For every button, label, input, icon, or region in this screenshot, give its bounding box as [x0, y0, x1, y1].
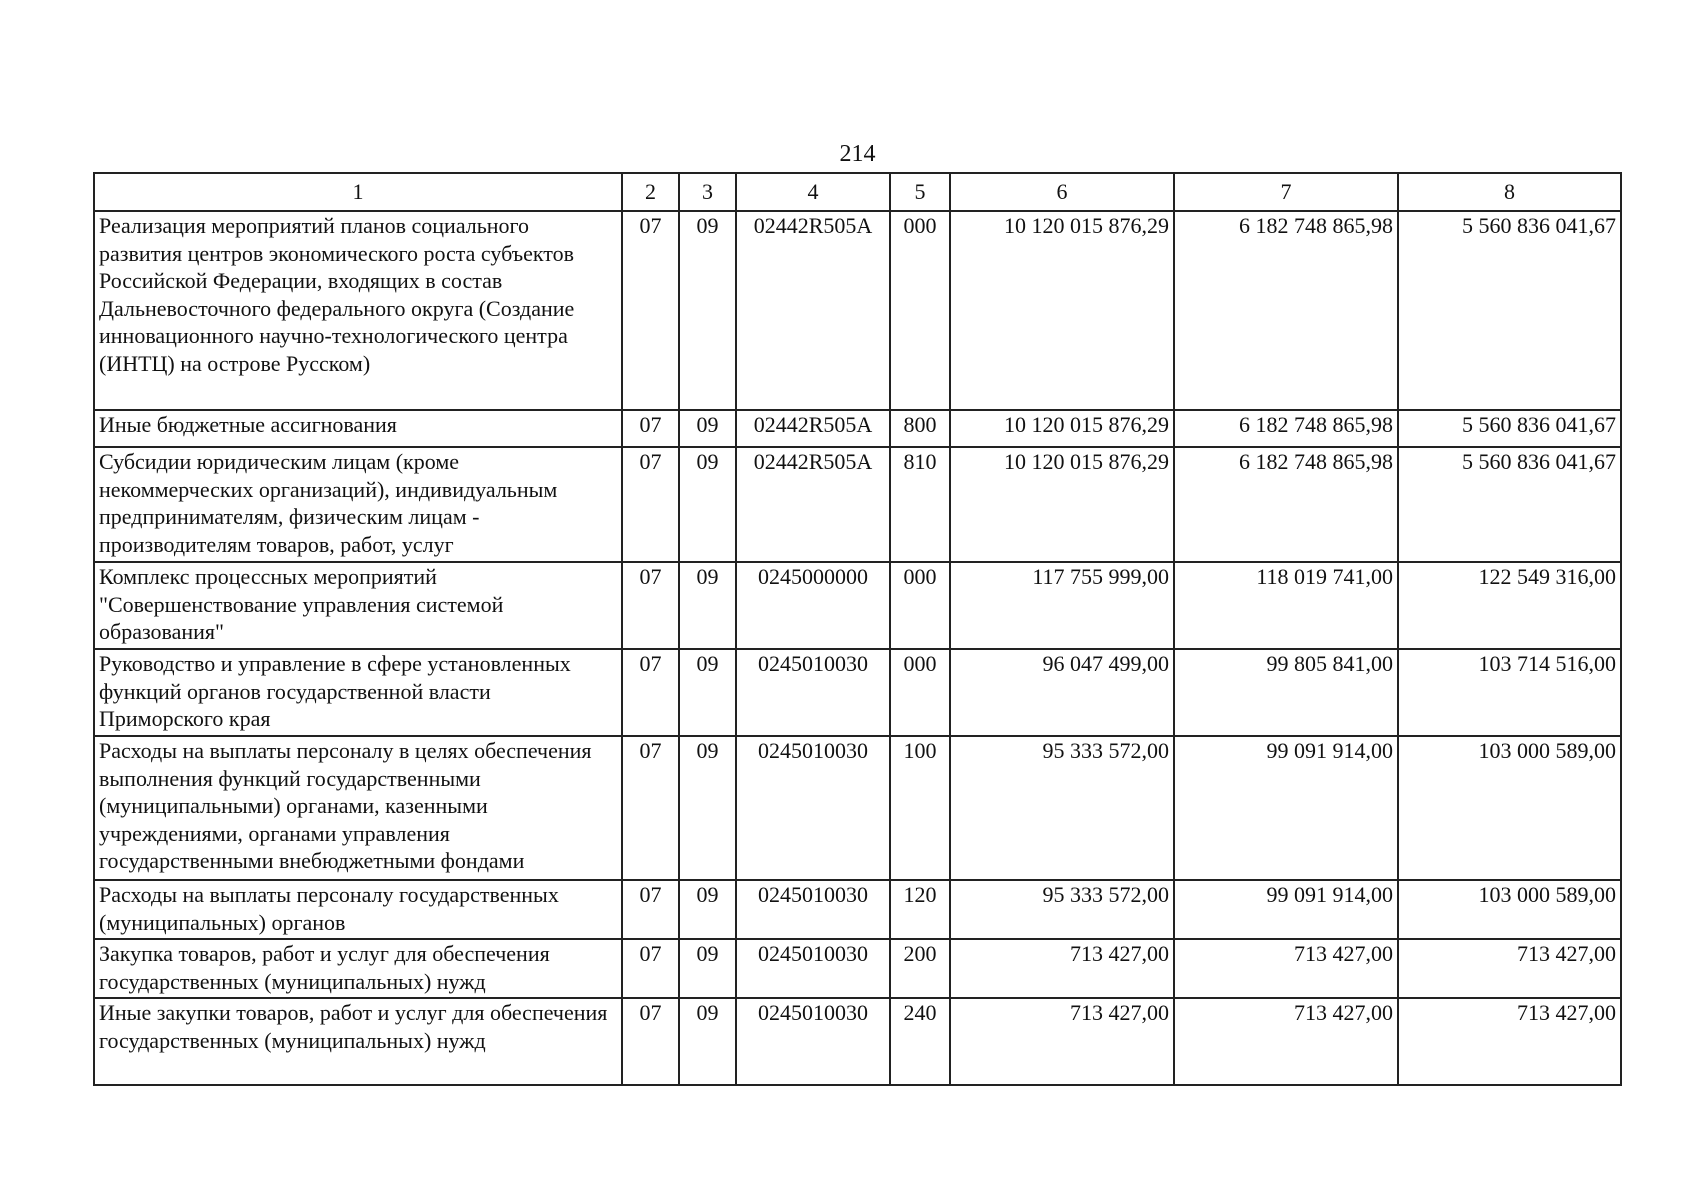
column-header: 3	[679, 173, 736, 211]
section-code: 07	[622, 939, 679, 998]
amount-col-6: 10 120 015 876,29	[950, 410, 1174, 447]
subsection-code: 09	[679, 562, 736, 649]
expense-type-code: 000	[890, 562, 950, 649]
table-row	[94, 998, 1621, 1085]
expense-type-code: 800	[890, 410, 950, 447]
header-row	[94, 173, 1621, 211]
column-header: 8	[1398, 173, 1621, 211]
target-code: 0245000000	[736, 562, 890, 649]
subsection-code: 09	[679, 211, 736, 410]
target-code: 02442R505A	[736, 211, 890, 410]
page-number: 214	[839, 141, 876, 167]
amount-col-6: 96 047 499,00	[950, 649, 1174, 736]
amount-col-7: 713 427,00	[1174, 939, 1398, 998]
column-header: 5	[890, 173, 950, 211]
table-row	[94, 880, 1621, 939]
subsection-code: 09	[679, 649, 736, 736]
table-row	[94, 447, 1621, 562]
expense-type-code: 240	[890, 998, 950, 1085]
target-code: 0245010030	[736, 998, 890, 1085]
table-row	[94, 736, 1621, 880]
table-row	[94, 649, 1621, 736]
expense-type-code: 100	[890, 736, 950, 880]
amount-col-6: 117 755 999,00	[950, 562, 1174, 649]
subsection-code: 09	[679, 880, 736, 939]
target-code: 0245010030	[736, 736, 890, 880]
table-header	[94, 173, 1621, 211]
amount-col-8: 713 427,00	[1398, 939, 1621, 998]
subsection-code: 09	[679, 410, 736, 447]
amount-col-6: 713 427,00	[950, 998, 1174, 1085]
target-code: 02442R505A	[736, 410, 890, 447]
row-name: Руководство и управление в сфере установленных функций органов государственной власти Приморского края	[94, 649, 622, 736]
expense-type-code: 000	[890, 211, 950, 410]
amount-col-8: 103 714 516,00	[1398, 649, 1621, 736]
row-name: Иные закупки товаров, работ и услуг для обеспечения государственных (муниципальных) нужд	[94, 998, 622, 1085]
column-header: 2	[622, 173, 679, 211]
amount-col-8: 122 549 316,00	[1398, 562, 1621, 649]
budget-table	[93, 172, 1622, 1086]
amount-col-6: 10 120 015 876,29	[950, 447, 1174, 562]
row-name: Расходы на выплаты персоналу государственных (муниципальных) органов	[94, 880, 622, 939]
amount-col-6: 713 427,00	[950, 939, 1174, 998]
amount-col-7: 99 805 841,00	[1174, 649, 1398, 736]
target-code: 02442R505A	[736, 447, 890, 562]
amount-col-7: 99 091 914,00	[1174, 736, 1398, 880]
amount-col-6: 95 333 572,00	[950, 880, 1174, 939]
subsection-code: 09	[679, 939, 736, 998]
expense-type-code: 000	[890, 649, 950, 736]
amount-col-7: 99 091 914,00	[1174, 880, 1398, 939]
amount-col-8: 5 560 836 041,67	[1398, 410, 1621, 447]
amount-col-7: 6 182 748 865,98	[1174, 447, 1398, 562]
amount-col-7: 6 182 748 865,98	[1174, 410, 1398, 447]
amount-col-7: 6 182 748 865,98	[1174, 211, 1398, 410]
table-row	[94, 939, 1621, 998]
expense-type-code: 810	[890, 447, 950, 562]
section-code: 07	[622, 880, 679, 939]
section-code: 07	[622, 447, 679, 562]
amount-col-8: 103 000 589,00	[1398, 880, 1621, 939]
expense-type-code: 200	[890, 939, 950, 998]
table-body	[94, 211, 1621, 1085]
column-header: 1	[94, 173, 622, 211]
amount-col-8: 103 000 589,00	[1398, 736, 1621, 880]
amount-col-7: 713 427,00	[1174, 998, 1398, 1085]
target-code: 0245010030	[736, 649, 890, 736]
column-header: 7	[1174, 173, 1398, 211]
column-header: 6	[950, 173, 1174, 211]
row-name: Иные бюджетные ассигнования	[94, 410, 622, 447]
amount-col-6: 95 333 572,00	[950, 736, 1174, 880]
section-code: 07	[622, 736, 679, 880]
amount-col-7: 118 019 741,00	[1174, 562, 1398, 649]
section-code: 07	[622, 998, 679, 1085]
amount-col-8: 713 427,00	[1398, 998, 1621, 1085]
subsection-code: 09	[679, 998, 736, 1085]
column-header: 4	[736, 173, 890, 211]
table-row	[94, 562, 1621, 649]
row-name: Субсидии юридическим лицам (кроме некоммерческих организаций), индивидуальным предпринимателям, физическим лицам - производителям товаров, работ, услуг	[94, 447, 622, 562]
table-row	[94, 211, 1621, 410]
subsection-code: 09	[679, 447, 736, 562]
row-name: Реализация мероприятий планов социального развития центров экономического роста субъектов Российской Федерации, входящих в состав Дальневосточного федерального округа (Создание инновационного научно-технологического центра (ИНТЦ) на острове Русском)	[94, 211, 622, 410]
amount-col-8: 5 560 836 041,67	[1398, 447, 1621, 562]
section-code: 07	[622, 410, 679, 447]
expense-type-code: 120	[890, 880, 950, 939]
amount-col-8: 5 560 836 041,67	[1398, 211, 1621, 410]
row-name: Закупка товаров, работ и услуг для обеспечения государственных (муниципальных) нужд	[94, 939, 622, 998]
table-row	[94, 410, 1621, 447]
section-code: 07	[622, 649, 679, 736]
target-code: 0245010030	[736, 939, 890, 998]
subsection-code: 09	[679, 736, 736, 880]
section-code: 07	[622, 562, 679, 649]
target-code: 0245010030	[736, 880, 890, 939]
amount-col-6: 10 120 015 876,29	[950, 211, 1174, 410]
section-code: 07	[622, 211, 679, 410]
row-name: Комплекс процессных мероприятий "Совершенствование управления системой образования"	[94, 562, 622, 649]
row-name: Расходы на выплаты персоналу в целях обеспечения выполнения функций государственными (муниципальными) органами, казенными учреждениями, органами управления государственными внебюджетными фондами	[94, 736, 622, 880]
